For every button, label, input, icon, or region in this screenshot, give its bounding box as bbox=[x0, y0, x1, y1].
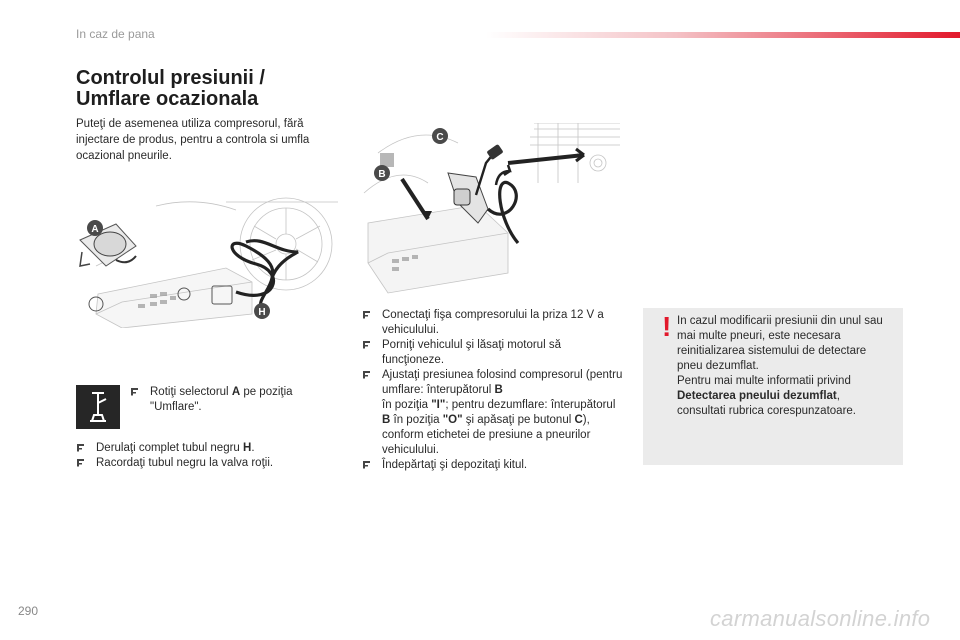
step-connect-socket: Conectaţi fişa compresorului la priza 12 V a vehiculului. bbox=[362, 308, 624, 338]
step-connect-valve: Racordaţi tubul negru la valva roţii. bbox=[76, 456, 338, 471]
page-title: Controlul presiunii / Umflare ocazionala bbox=[76, 67, 265, 110]
header-accent-bar bbox=[486, 32, 960, 38]
label-c: C bbox=[436, 132, 444, 143]
step-remove-kit: Îndepărtaţi şi depozitaţi kitul. bbox=[362, 458, 624, 473]
compressor-socket-illustration bbox=[358, 123, 620, 295]
checkbox-bullet-icon bbox=[362, 340, 371, 349]
step-rotate-selector: Rotiţi selectorul A pe poziţia "Umflare". bbox=[130, 385, 330, 415]
checkbox-bullet-icon bbox=[76, 458, 85, 467]
step-unwind-hose: Derulaţi complet tubul negru H. bbox=[76, 441, 338, 456]
notice-box bbox=[643, 308, 903, 465]
watermark: carmanualsonline.info bbox=[710, 606, 931, 631]
notice-text: In cazul modificarii presiunii din unul sau mai multe pneuri, este necesara reinitializarea sistemului de detectare pneu dezumflat. Pentru mai multe informatii privind Detectarea pneului dezumflat, consultati rubrica corespunzatoare. bbox=[677, 315, 883, 417]
label-a: A bbox=[91, 224, 99, 235]
compressor-wheel-illustration bbox=[76, 196, 338, 328]
label-h: H bbox=[258, 307, 266, 318]
selector-icon bbox=[76, 385, 120, 429]
intro-paragraph: Puteţi de asemenea utiliza compresorul, fără injectare de produs, pentru a controla si umfla ocazional pneurile. bbox=[76, 118, 310, 162]
checkbox-bullet-icon bbox=[76, 443, 85, 452]
warning-exclamation-icon: ! bbox=[662, 311, 672, 342]
step-adjust-pressure: Ajustaţi presiunea folosind compresorul (pentru umflare: înterupătorul B în poziţia "I"; pentru dezumflare: înterupătorul B în poziţia "O" şi apăsaţi pe butonul C), conform etichetei de presiune a pneurilor vehiculului. bbox=[362, 368, 624, 458]
steps-center-list bbox=[362, 308, 624, 473]
step-start-engine: Porniţi vehiculul şi lăsaţi motorul să funcţioneze. bbox=[362, 338, 624, 368]
label-b: B bbox=[378, 169, 386, 180]
section-label: In caz de pana bbox=[76, 27, 155, 41]
page-number: 290 bbox=[18, 604, 39, 618]
checkbox-bullet-icon bbox=[130, 387, 139, 396]
steps-left-list bbox=[76, 441, 338, 471]
checkbox-bullet-icon bbox=[362, 460, 371, 469]
checkbox-bullet-icon bbox=[362, 370, 371, 379]
checkbox-bullet-icon bbox=[362, 310, 371, 319]
